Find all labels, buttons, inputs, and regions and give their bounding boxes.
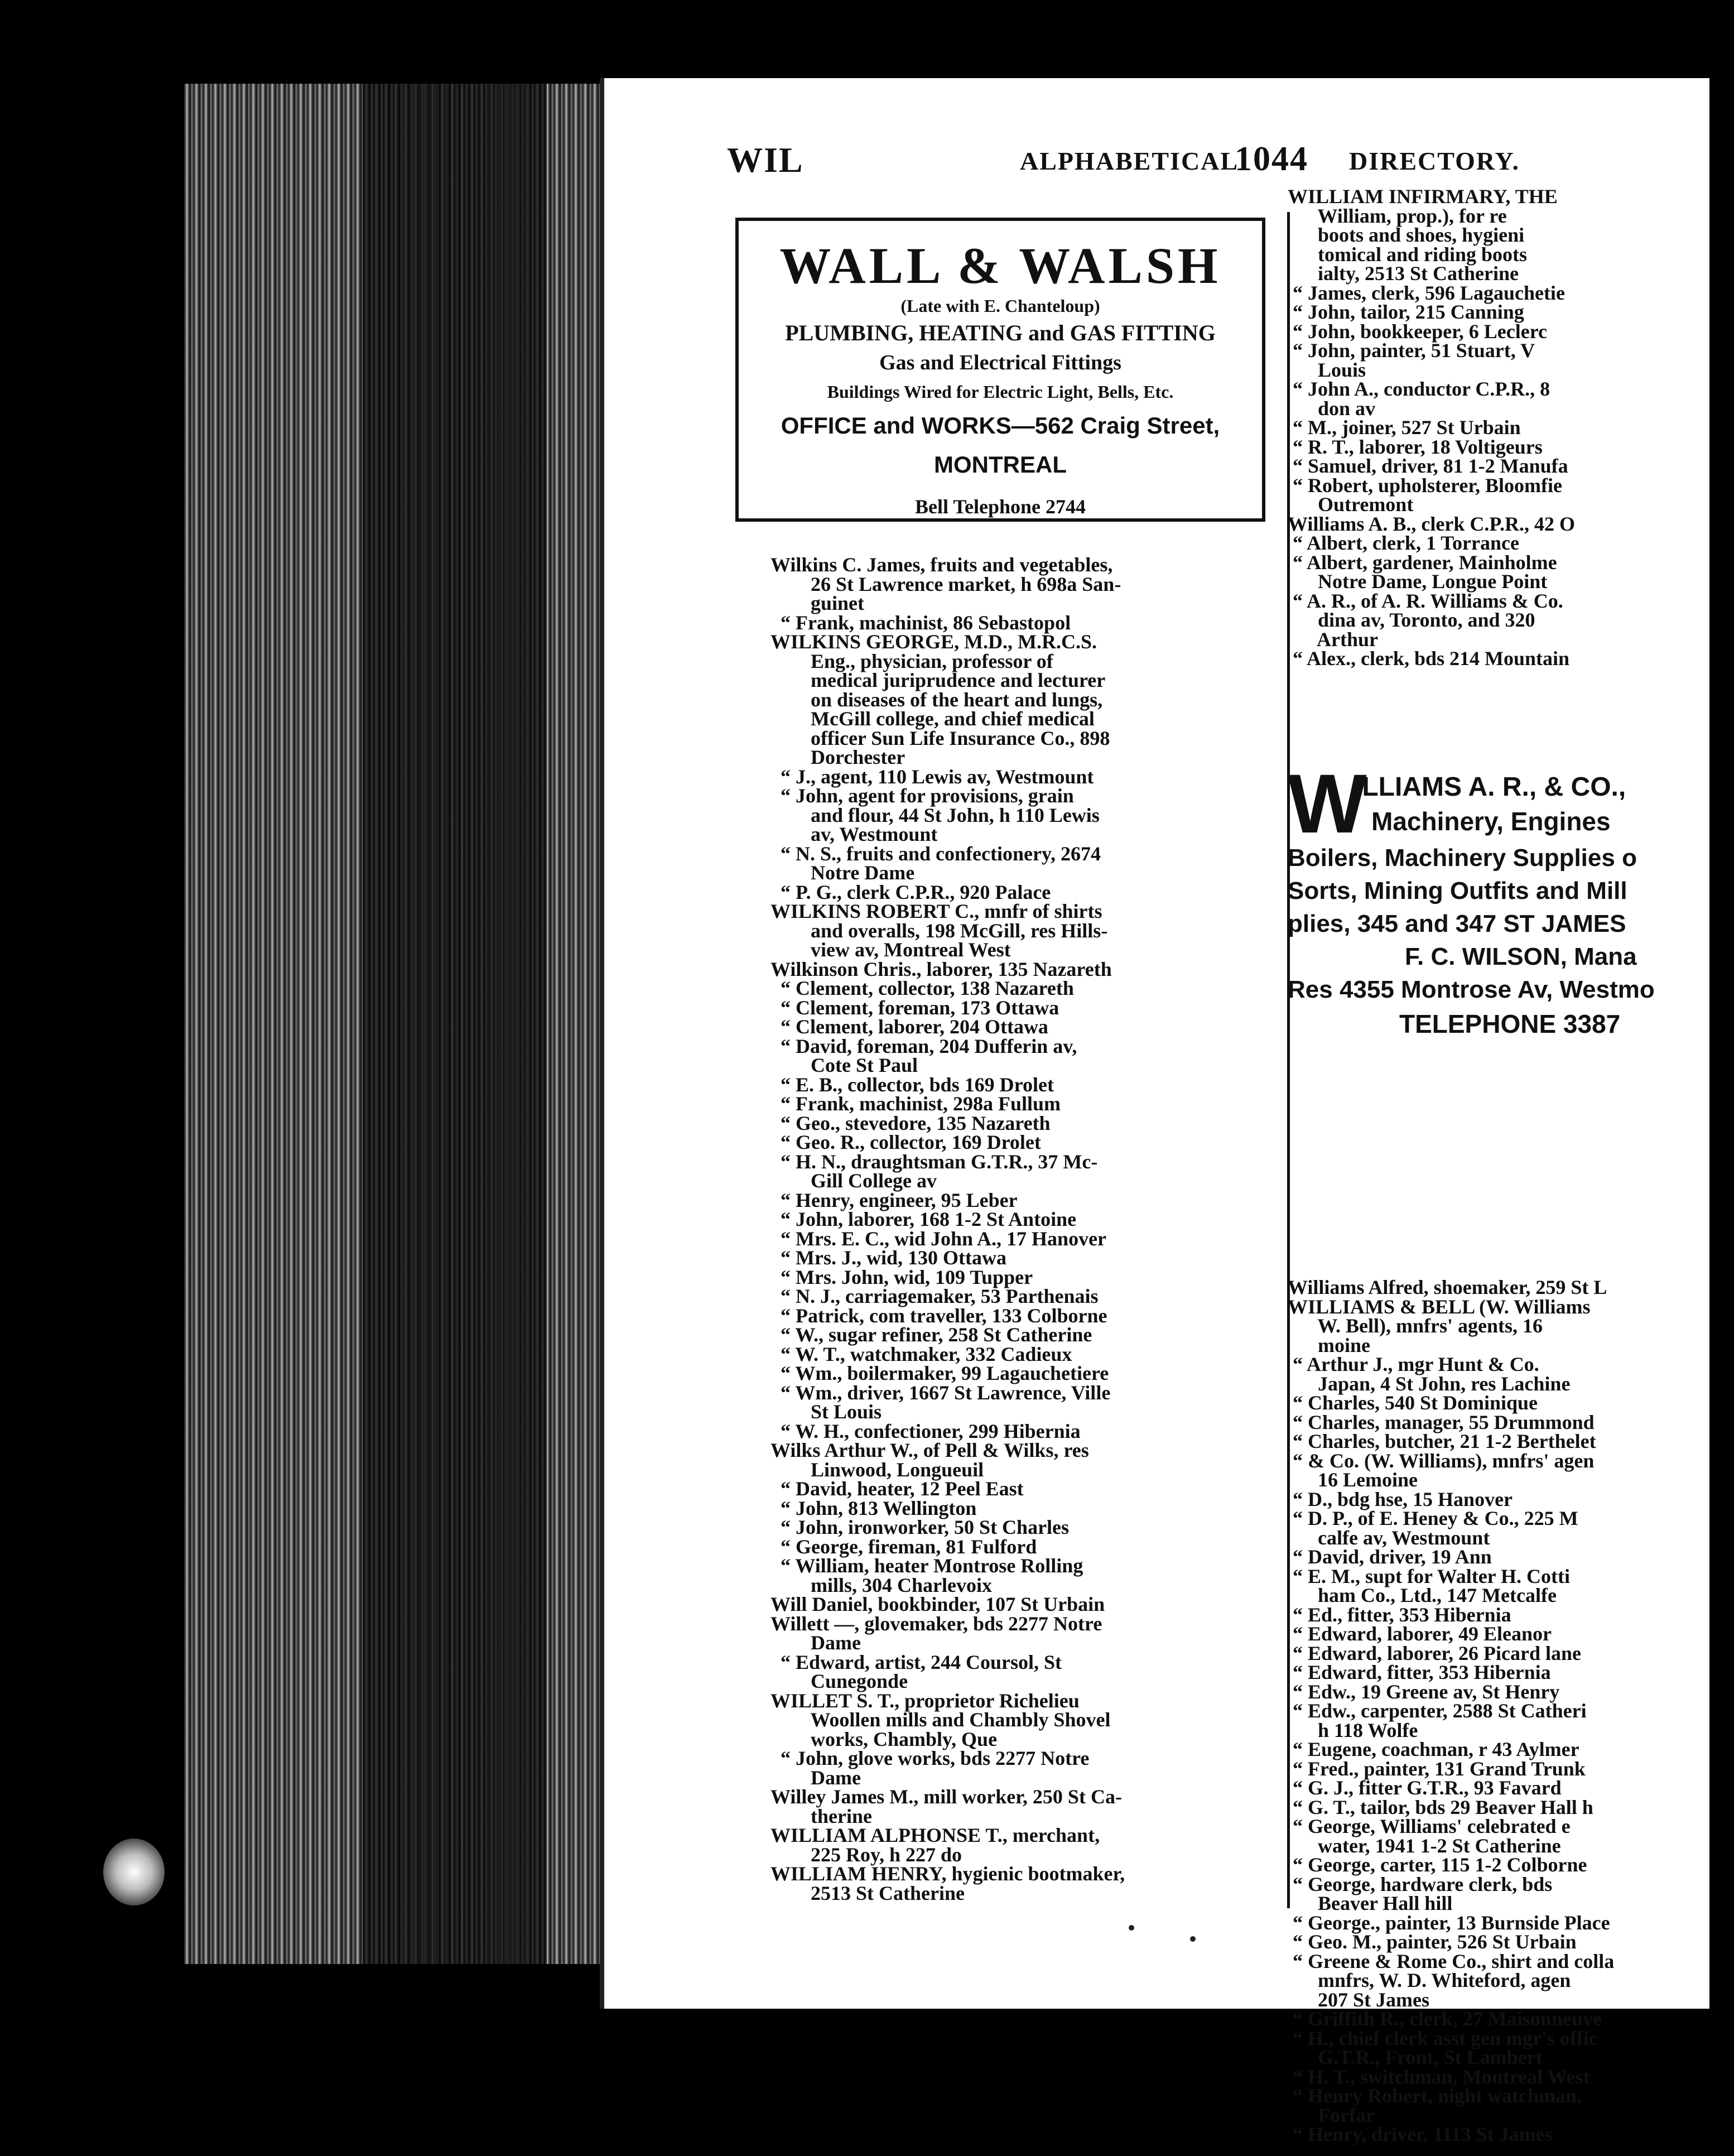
directory-entry-line: Wilks Arthur W., of Pell & Wilks, res [770,1439,1089,1461]
directory-entry-line: water, 1941 1-2 St Catherine [1288,1834,1561,1857]
directory-entry-line: “ N. J., carriagemaker, 53 Parthenais [770,1285,1099,1307]
directory-entry-line: don av [1288,397,1376,420]
ad-line: Sorts, Mining Outfits and Mill [1288,877,1627,904]
advertisement-williams-ar [1288,757,1734,1052]
ad-line: plies, 345 and 347 ST JAMES [1288,910,1626,937]
directory-entry-line: “ Geo. R., collector, 169 Drolet [770,1131,1041,1153]
directory-entry-line: “ Fred., painter, 131 Grand Trunk [1288,1757,1586,1780]
ad-line: F. C. WILSON, Mana [1405,943,1637,970]
directory-entry-line: 225 Roy, h 227 do [770,1843,962,1866]
directory-entry-line: “ Charles, manager, 55 Drummond [1288,1411,1595,1433]
directory-entry-line: WILKINS GEORGE, M.D., M.R.C.S. [770,631,1097,653]
directory-entry-line: W. Bell), mnfrs' agents, 16 [1288,1315,1543,1337]
right-column-entries-bottom [1288,1278,1712,2144]
advertisement-wall-walsh [735,218,1265,522]
directory-entry-line: Willett —, glovemaker, bds 2277 Notre [770,1612,1102,1635]
directory-entry-line: “ John, agent for provisions, grain [770,785,1074,807]
directory-entry-line: Woollen mills and Chambly Shovel [770,1709,1111,1731]
directory-entry-line: Japan, 4 St John, res Lachine [1288,1372,1571,1395]
ad-line: Res 4355 Montrose Av, Westmo [1288,976,1655,1003]
directory-entry-line: 26 St Lawrence market, h 698a San- [770,572,1121,595]
directory-entry-line: Dame [770,1766,861,1789]
book-edge [0,0,600,2156]
directory-entry-line: “ John, painter, 51 Stuart, V [1288,339,1535,362]
directory-entry-line: 16 Lemoine [1288,1469,1418,1491]
directory-entry-line: WILLIAMS & BELL (W. Williams [1288,1295,1591,1318]
directory-entry-line: G.T.R., Front, St Lambert [1288,2046,1543,2068]
directory-entry-line: “ Alex., clerk, bds 214 Mountain [1288,647,1570,670]
directory-entry-line: “ Mrs. John, wid, 109 Tupper [770,1265,1033,1288]
directory-entry-line: “ Arthur J., mgr Hunt & Co. [1288,1353,1539,1375]
directory-entry-line: “ E. M., supt for Walter H. Cotti [1288,1565,1570,1587]
directory-entry-line: William, prop.), for re [1288,204,1507,227]
directory-entry-line: “ Albert, clerk, 1 Torrance [1288,532,1519,554]
directory-entry-line: “ W. H., confectioner, 299 Hibernia [770,1419,1081,1442]
directory-entry-line: view av, Montreal West [770,939,1011,961]
directory-entry-line: WILLET S. T., proprietor Richelieu [770,1689,1080,1712]
directory-entry-line: Notre Dame [770,862,915,884]
directory-entry-line: mills, 304 Charlevoix [770,1573,992,1596]
directory-entry-line: “ Edward, fitter, 353 Hibernia [1288,1661,1551,1683]
directory-entry-line: “ Henry, engineer, 95 Leber [770,1188,1018,1211]
directory-entry-line: Gill College av [770,1170,937,1192]
directory-entry-line: “ Mrs. J., wid, 130 Ottawa [770,1247,1006,1269]
directory-entry-line: “ Geo. M., painter, 526 St Urbain [1288,1931,1577,1953]
directory-entry-line: “ Ed., fitter, 353 Hibernia [1288,1603,1511,1626]
directory-entry-line: “ David, foreman, 204 Dufferin av, [770,1034,1077,1057]
directory-entry-line: “ Mrs. E. C., wid John A., 17 Hanover [770,1227,1107,1250]
directory-page [600,78,1709,2145]
ad-line: PLUMBING, HEATING and GAS FITTING [785,320,1216,345]
directory-entry-line: boots and shoes, hygieni [1288,224,1525,246]
directory-entry-line: “ Patrick, com traveller, 133 Colborne [770,1304,1107,1327]
paper-blot [103,1839,165,1905]
directory-entry-line: “ H., chief clerk asst gen mgr's offic [1288,2027,1598,2049]
directory-entry-line: “ Samuel, driver, 81 1-2 Manufa [1288,455,1568,477]
ad-line: ILLIAMS A. R., & CO., [1355,772,1626,802]
directory-entry-line: Williams Alfred, shoemaker, 259 St L [1288,1276,1607,1298]
ink-dot [1190,1936,1196,1942]
ad-late: (Late with E. Chanteloup) [900,296,1100,316]
directory-entry-line: “ Charles, 540 St Dominique [1288,1392,1538,1414]
directory-entry-line: “ John, bookkeeper, 6 Leclerc [1288,320,1547,343]
directory-entry-line: “ W. T., watchmaker, 332 Cadieux [770,1342,1072,1365]
directory-entry-line: “ Edw., 19 Greene av, St Henry [1288,1680,1560,1703]
directory-entry-line: “ William, heater Montrose Rolling [770,1555,1083,1577]
directory-entry-line: calfe av, Westmount [1288,1526,1490,1549]
directory-entry-line: and flour, 44 St John, h 110 Lewis [770,803,1100,826]
directory-entry-line: “ Edw., carpenter, 2588 St Catheri [1288,1700,1587,1722]
ad-initial: W [1288,757,1367,850]
directory-entry-line: Linwood, Longueuil [770,1458,984,1481]
page-number: 1044 [1235,140,1308,178]
directory-entry-line: on diseases of the heart and lungs, [770,688,1103,711]
directory-entry-line: “ Greene & Rome Co., shirt and colla [1288,1950,1615,1972]
directory-entry-line: officer Sun Life Insurance Co., 898 [770,726,1110,749]
directory-entry-line: “ G. J., fitter G.T.R., 93 Favard [1288,1777,1562,1799]
ad-telephone: TELEPHONE 3387 [1399,1009,1621,1038]
directory-entry-line: “ David, driver, 19 Ann [1288,1546,1492,1568]
directory-entry-line: WILLIAM HENRY, hygienic bootmaker, [770,1863,1125,1885]
directory-entry-line: “ George, hardware clerk, bds [1288,1873,1553,1895]
directory-entry-line: Cote St Paul [770,1054,918,1076]
directory-entry-line: “ John, tailor, 215 Canning [1288,301,1524,323]
directory-entry-line: guinet [770,592,865,614]
section-label: WIL [727,140,804,180]
directory-entry-line: “ Wm., boilermaker, 99 Lagauchetiere [770,1362,1109,1384]
directory-entry-line: av, Westmount [770,823,938,845]
directory-entry-line: “ D. P., of E. Heney & Co., 225 M [1288,1507,1578,1529]
page-header [604,139,1709,190]
directory-entry-line: “ R. T., laborer, 18 Voltigeurs [1288,435,1543,458]
directory-entry-line: “ Frank, machinist, 86 Sebastopol [770,611,1071,634]
directory-entry-line: 2513 St Catherine [770,1881,965,1904]
directory-entry-line: “ Wm., driver, 1667 St Lawrence, Ville [770,1381,1111,1404]
directory-entry-line: therine [770,1804,872,1827]
directory-entry-line: “ John, ironworker, 50 St Charles [770,1516,1070,1538]
directory-entry-line: “ A. R., of A. R. Williams & Co. [1288,589,1563,612]
directory-entry-line: dina av, Toronto, and 320 [1288,609,1535,631]
directory-entry-line: “ John, glove works, bds 2277 Notre [770,1747,1090,1769]
directory-entry-line: works, Chambly, Que [770,1727,998,1750]
right-column-entries-top [1288,187,1712,668]
directory-entry-line: Cunegonde [770,1670,908,1692]
directory-entry-line: “ Clement, foreman, 173 Ottawa [770,996,1059,1019]
directory-entry-line: “ E. B., collector, bds 169 Drolet [770,1073,1054,1096]
directory-entry-line: “ James, clerk, 596 Lagauchetie [1288,281,1565,304]
directory-entry-line: Dorchester [770,746,905,768]
directory-entry-line: “ John, laborer, 168 1-2 St Antoine [770,1208,1077,1230]
directory-entry-line: Williams A. B., clerk C.P.R., 42 O [1288,512,1576,535]
directory-entry-line: “ Frank, machinist, 298a Fullum [770,1093,1061,1115]
directory-entry-line: “ Edward, laborer, 49 Eleanor [1288,1623,1552,1645]
directory-entry-line: “ John A., conductor C.P.R., 8 [1288,378,1550,400]
ad-line: Boilers, Machinery Supplies o [1288,844,1637,872]
directory-entry-line: WILLIAM ALPHONSE T., merchant, [770,1824,1100,1846]
directory-entry-line: medical juriprudence and lecturer [770,669,1106,691]
directory-entry-line: “ Edward, laborer, 26 Picard lane [1288,1642,1582,1664]
directory-entry-line: “ Geo., stevedore, 135 Nazareth [770,1111,1051,1134]
directory-entry-line: Arthur [1288,628,1378,651]
directory-entry-line: “ George., painter, 13 Burnside Place [1288,1911,1610,1934]
directory-entry-line: “ Charles, butcher, 21 1-2 Berthelet [1288,1430,1596,1452]
directory-entry-line: “ Griffith R., clerk, 27 Maisonneuve [1288,2008,1602,2030]
directory-entry-line: and overalls, 198 McGill, res Hills- [770,919,1108,942]
directory-entry-line: “ Clement, collector, 138 Nazareth [770,977,1074,999]
directory-entry-line: McGill college, and chief medical [770,708,1095,730]
directory-entry-line: “ Henry, driver, 1113 St James [1288,2123,1553,2145]
directory-entry-line: Will Daniel, bookbinder, 107 St Urbain [770,1593,1105,1615]
directory-entry-line: Louis [1288,358,1366,381]
ad-line: Machinery, Engines [1371,807,1611,836]
directory-entry-line: “ George, fireman, 81 Fulford [770,1535,1037,1558]
directory-entry-line: “ M., joiner, 527 St Urbain [1288,416,1521,439]
directory-entry-line: mnfrs, W. D. Whiteford, agen [1288,1969,1571,1991]
directory-entry-line: Wilkins C. James, fruits and vegetables, [770,554,1113,576]
directory-entry-line: “ John, 813 Wellington [770,1496,977,1519]
spine-shadow [363,84,547,1964]
header-directory: DIRECTORY. [1349,147,1520,175]
directory-entry-line: “ Henry Robert, night watchman, [1288,2085,1582,2107]
directory-entry-line: “ George, carter, 115 1-2 Colborne [1288,1854,1587,1876]
directory-entry-line: “ Eugene, coachman, r 43 Aylmer [1288,1738,1579,1760]
left-column-entries [770,555,1273,1903]
directory-entry-line: moine [1288,1334,1370,1356]
header-alphabetical: ALPHABETICAL [1020,147,1239,175]
directory-entry-line: h 118 Wolfe [1288,1719,1418,1741]
directory-entry-line: “ N. S., fruits and confectionery, 2674 [770,842,1101,865]
ad-line: Buildings Wired for Electric Light, Bells, Etc. [827,382,1174,402]
directory-entry-line: WILKINS ROBERT C., mnfr of shirts [770,900,1102,922]
directory-entry-line: Wilkinson Chris., laborer, 135 Nazareth [770,957,1112,980]
directory-entry-line: “ & Co. (W. Williams), mnfrs' agen [1288,1449,1595,1472]
directory-entry-line: Forfar [1288,2104,1375,2126]
directory-entry-line: Beaver Hall hill [1288,1892,1453,1914]
directory-entry-line: Dame [770,1632,861,1654]
ad-line: OFFICE and WORKS—562 Craig Street, MONTREAL [781,412,1220,478]
directory-entry-line: tomical and riding boots [1288,243,1528,266]
directory-entry-line: “ P. G., clerk C.P.R., 920 Palace [770,880,1051,903]
ink-dot [1129,1925,1134,1931]
ad-line: Gas and Electrical Fittings [879,351,1121,374]
directory-entry-line: “ W., sugar refiner, 258 St Catherine [770,1324,1092,1346]
directory-entry-line: Outremont [1288,493,1414,516]
directory-entry-line: ham Co., Ltd., 147 Metcalfe [1288,1584,1557,1606]
directory-entry-line: “ J., agent, 110 Lewis av, Westmount [770,765,1094,788]
ad-title: WALL & WALSH [779,237,1221,294]
directory-entry-line: St Louis [770,1401,882,1423]
directory-entry-line: “ Robert, upholsterer, Bloomfie [1288,474,1562,497]
directory-entry-line: “ Clement, laborer, 204 Ottawa [770,1016,1048,1038]
ad-telephone: Bell Telephone 2744 [914,495,1086,518]
directory-entry-line: WILLIAM INFIRMARY, THE [1288,185,1558,208]
directory-entry-line: Eng., physician, professor of [770,649,1053,672]
directory-entry-line: “ Albert, gardener, Mainholme [1288,551,1557,574]
directory-entry-line: 207 St James [1288,1988,1429,2011]
directory-entry-line: “ Edward, artist, 244 Coursol, St [770,1650,1062,1673]
directory-entry-line: “ G. T., tailor, bds 29 Beaver Hall h [1288,1796,1593,1818]
directory-entry-line: ialty, 2513 St Catherine [1288,262,1519,285]
directory-entry-line: “ H. T., switchman, Montreal West [1288,2065,1590,2088]
directory-entry-line: “ D., bdg hse, 15 Hanover [1288,1488,1513,1510]
directory-entry-line: “ H. N., draughtsman G.T.R., 37 Mc- [770,1150,1098,1173]
directory-entry-line: Willey James M., mill worker, 250 St Ca- [770,1786,1122,1808]
directory-entry-line: “ David, heater, 12 Peel East [770,1478,1024,1500]
directory-entry-line: “ George, Williams' celebrated e [1288,1815,1571,1837]
directory-entry-line: Notre Dame, Longue Point [1288,570,1548,593]
